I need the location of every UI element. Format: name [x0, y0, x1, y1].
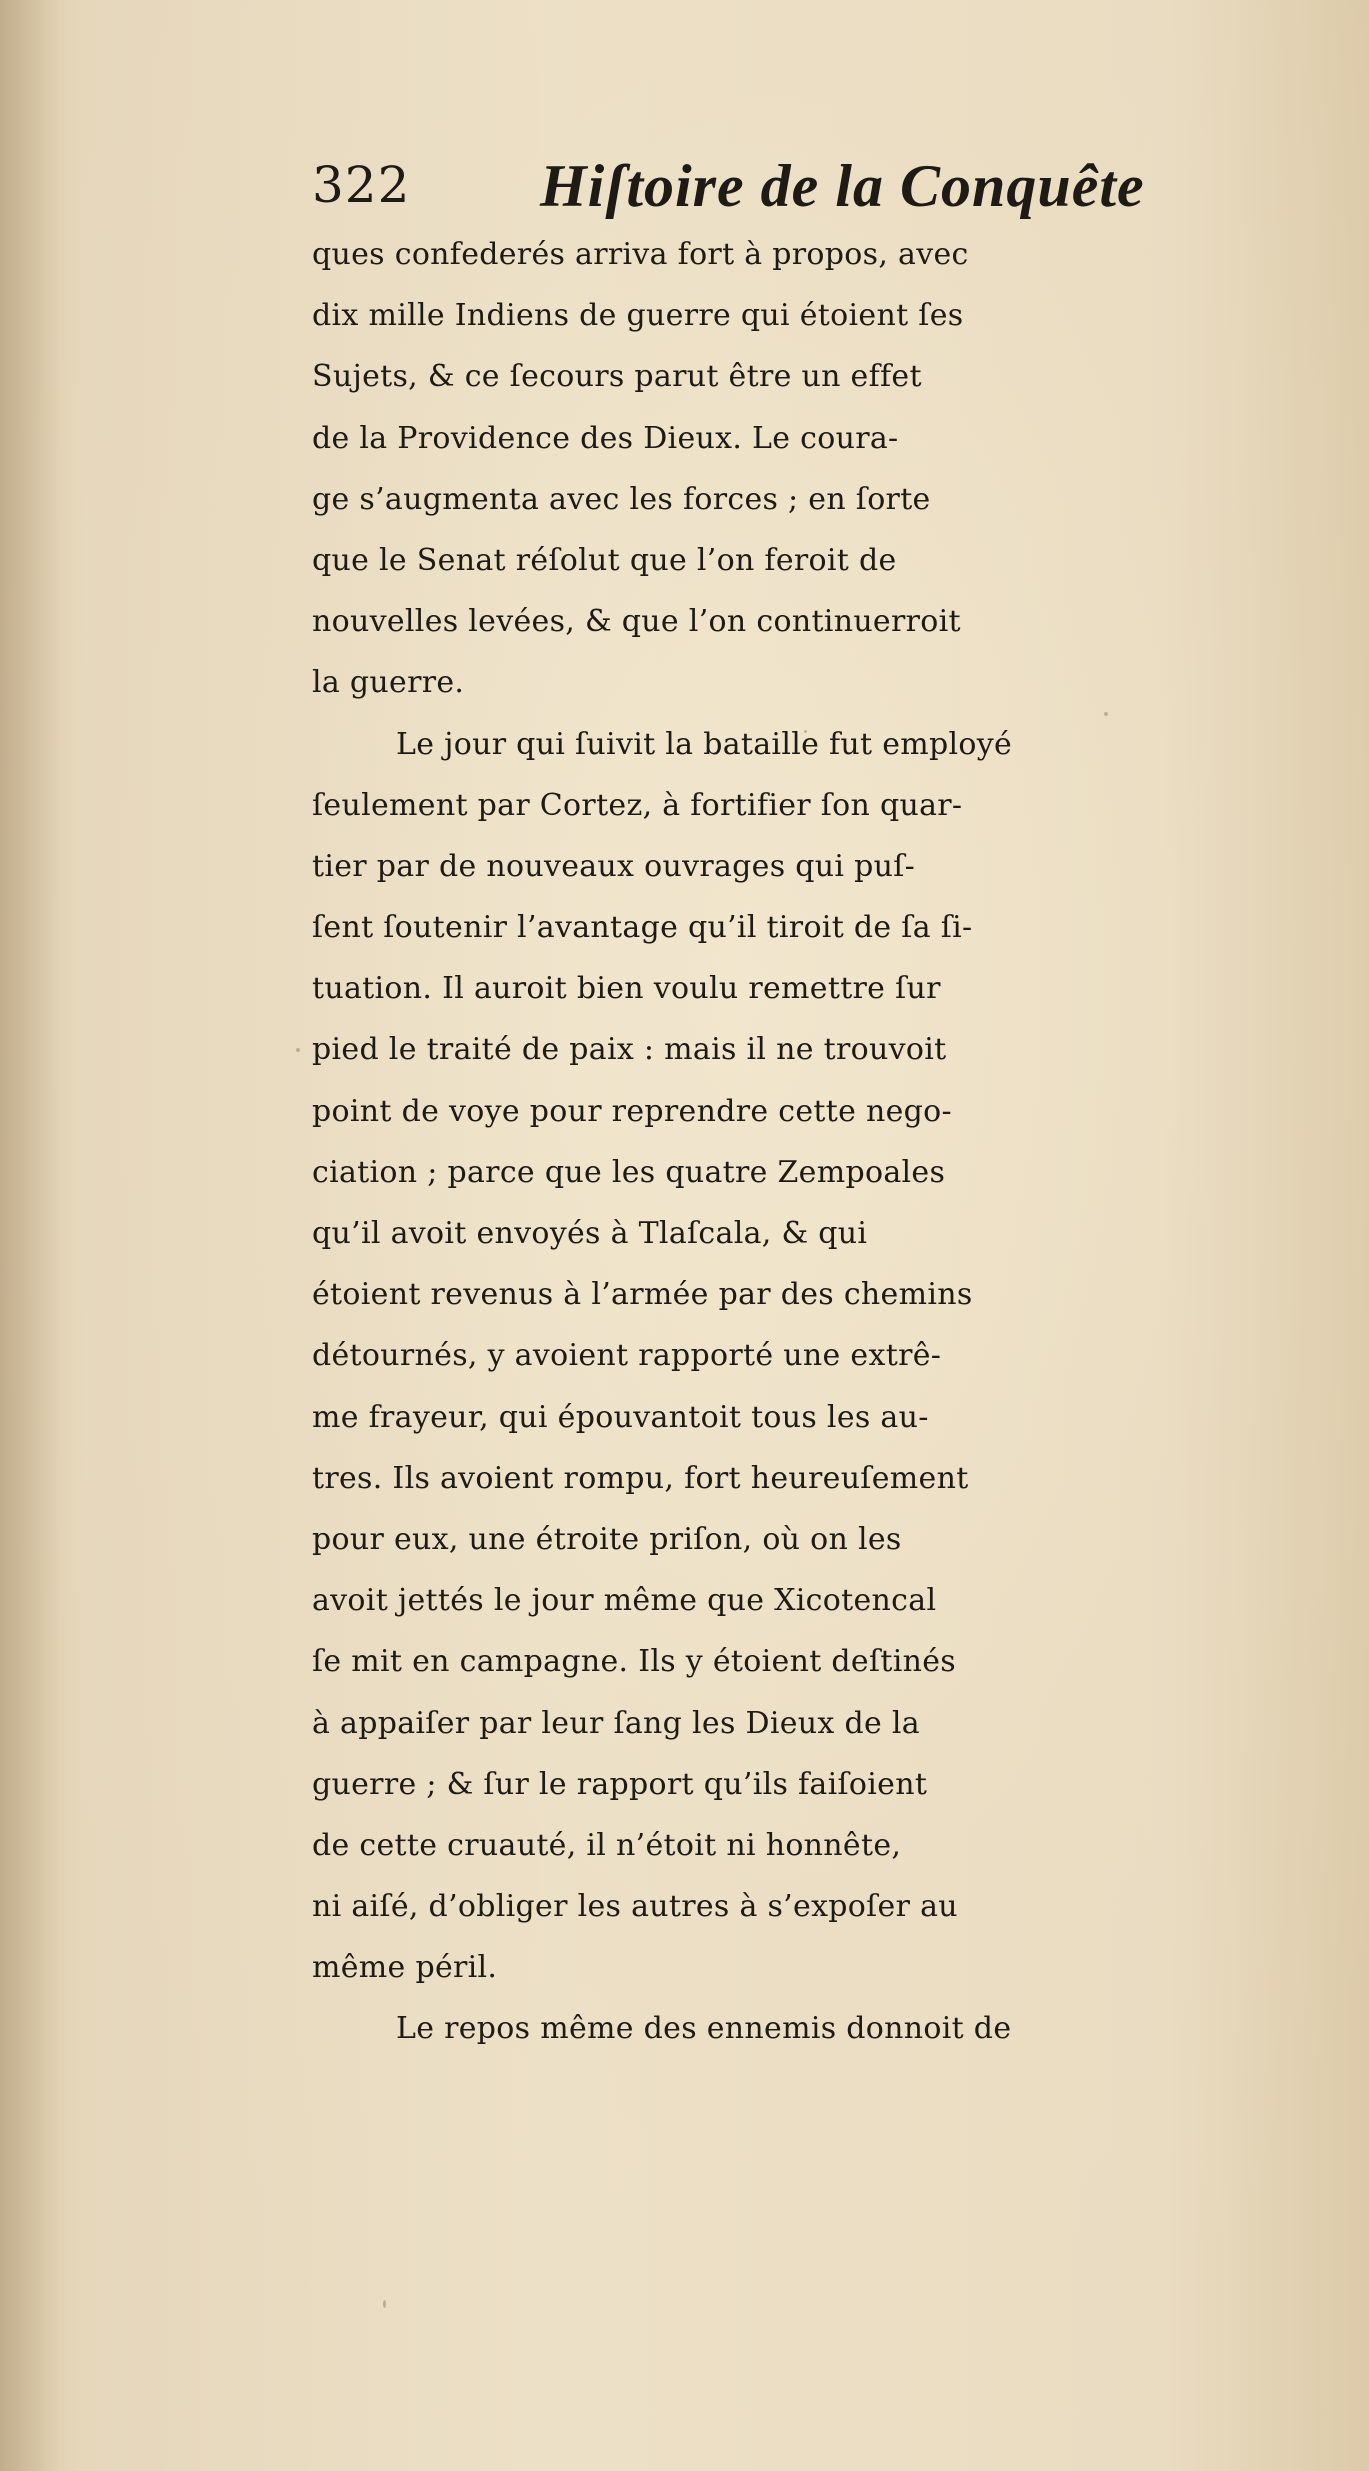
running-title: Hiſtoire de la Conquête [540, 153, 1145, 219]
page-gutter-shadow [0, 0, 60, 2471]
text-line: Le jour qui ſuivit la bataille fut employé [396, 726, 1013, 762]
page-number: 322 [312, 156, 411, 214]
text-line: ques confederés arriva fort à propos, avec [312, 237, 969, 272]
text-line: me frayeur, qui épouvantoit tous les au- [312, 1399, 929, 1435]
paper-speck [296, 1048, 300, 1052]
text-line: nouvelles levées, & que l’on continuerroit [312, 604, 961, 640]
text-line: que le Senat réſolut que l’on feroit de [312, 542, 897, 578]
text-line: à appaiſer par leur ſang les Dieux de la [312, 1705, 920, 1741]
text-line: guerre ; & ſur le rapport qu’ils faiſoient [312, 1766, 928, 1802]
text-line: dix mille Indiens de guerre qui étoient ſes [312, 298, 964, 334]
text-line: ſent ſoutenir l’avantage qu’il tiroit de ſa ſi- [312, 910, 973, 946]
text-line: ſe mit en campagne. Ils y étoient deſtinés [312, 1644, 956, 1680]
text-line: de cette cruauté, il n’étoit ni honnête, [312, 1827, 902, 1863]
running-header [312, 148, 1312, 228]
text-line: même péril. [312, 1950, 498, 1986]
text-line: ge s’augmenta avec les forces ; en ſorte [312, 481, 931, 517]
text-line: tuation. Il auroit bien voulu remettre ſur [312, 971, 941, 1007]
body-text [312, 224, 1362, 2060]
text-line: étoient revenus à l’armée par des chemins [312, 1277, 973, 1313]
text-line: ciation ; parce que les quatre Zempoales [312, 1154, 946, 1190]
text-line: qu’il avoit envoyés à Tlaſcala, & qui [312, 1216, 868, 1251]
text-line: pied le traité de paix : mais il ne trouvoit [312, 1032, 947, 1068]
text-line: point de voye pour reprendre cette nego- [312, 1093, 952, 1129]
paper-speck [383, 2300, 386, 2308]
text-line: de la Providence des Dieux. Le coura- [312, 420, 899, 456]
text-line: avoit jettés le jour même que Xicotencal [312, 1583, 937, 1619]
text-line: tier par de nouveaux ouvrages qui puſ- [312, 848, 916, 884]
text-line: tres. Ils avoient rompu, fort heureuſement [312, 1460, 969, 1496]
text-line: détournés, y avoient rapporté une extrê- [312, 1338, 942, 1374]
text-line: ni aiſé, d’obliger les autres à s’expoſer au [312, 1889, 958, 1925]
text-line: la guerre. [312, 665, 465, 701]
text-line: Le repos même des ennemis donnoit de [396, 2011, 1012, 2047]
text-line: pour eux, une étroite priſon, où on les [312, 1521, 902, 1557]
text-line: Sujets, & ce ſecours parut être un effet [312, 359, 922, 395]
text-line: ſeulement par Cortez, à fortifier ſon quar- [312, 787, 963, 823]
